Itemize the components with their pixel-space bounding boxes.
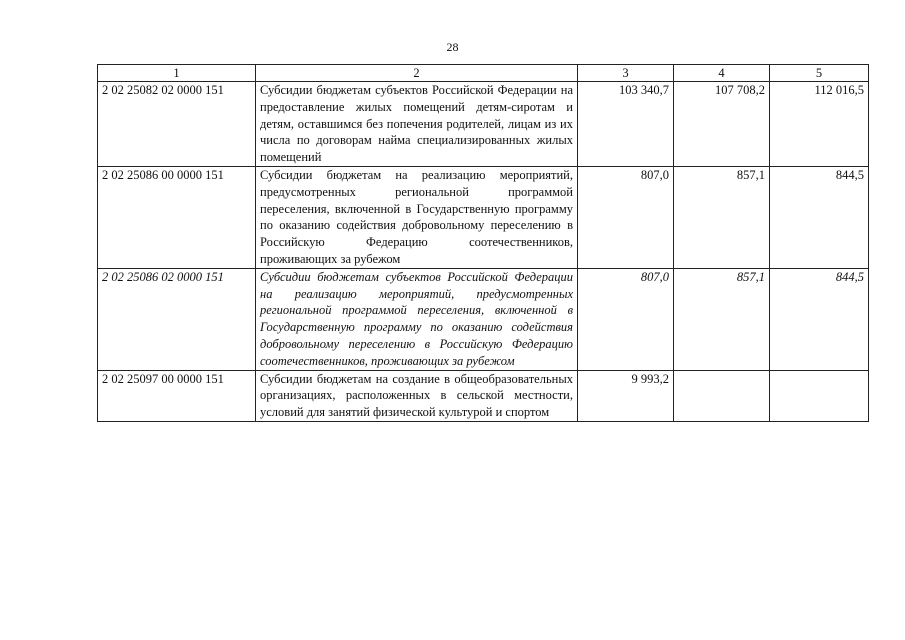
table-row	[98, 166, 869, 268]
column-header: 2	[256, 65, 578, 82]
table-row	[98, 370, 869, 421]
amount-col5: 112 016,5	[770, 82, 869, 167]
amount-col4: 857,1	[674, 268, 770, 370]
amount-col4	[674, 370, 770, 421]
amount-col4: 107 708,2	[674, 82, 770, 167]
column-header: 4	[674, 65, 770, 82]
amount-col3: 9 993,2	[578, 370, 674, 421]
column-header: 5	[770, 65, 869, 82]
budget-code: 2 02 25082 02 0000 151	[98, 82, 256, 167]
table-row	[98, 268, 869, 370]
budget-description: Субсидии бюджетам субъектов Российской Федерации на реализацию мероприятий, предусмотренных региональной программой переселения, включенной в Государственную программу по оказанию содействия добровольному переселению в Российскую Федерацию соотечественников, проживающих за рубежом	[256, 268, 578, 370]
amount-col5	[770, 370, 869, 421]
amount-col3: 807,0	[578, 166, 674, 268]
budget-code: 2 02 25086 00 0000 151	[98, 166, 256, 268]
budget-code: 2 02 25097 00 0000 151	[98, 370, 256, 421]
amount-col5: 844,5	[770, 166, 869, 268]
page-number: 28	[446, 40, 459, 54]
budget-code: 2 02 25086 02 0000 151	[98, 268, 256, 370]
budget-table	[97, 64, 869, 422]
table-row	[98, 82, 869, 167]
budget-description: Субсидии бюджетам на реализацию мероприятий, предусмотренных региональной программой переселения, включенной в Государственную программу по оказанию содействия добровольному переселению в Российскую Федерацию соотечественников, проживающих за рубежом	[256, 166, 578, 268]
amount-col3: 807,0	[578, 268, 674, 370]
amount-col4: 857,1	[674, 166, 770, 268]
column-header: 1	[98, 65, 256, 82]
amount-col3: 103 340,7	[578, 82, 674, 167]
budget-description: Субсидии бюджетам субъектов Российской Федерации на предоставление жилых помещений детям-сиротам и детям, оставшимся без попечения родителей, лицам из их числа по договорам найма специализированных жилых помещений	[256, 82, 578, 167]
table-header-row	[98, 65, 869, 82]
column-header: 3	[578, 65, 674, 82]
budget-description: Субсидии бюджетам на создание в общеобразовательных организациях, расположенных в сельской местности, условий для занятий физической культурой и спортом	[256, 370, 578, 421]
amount-col5: 844,5	[770, 268, 869, 370]
